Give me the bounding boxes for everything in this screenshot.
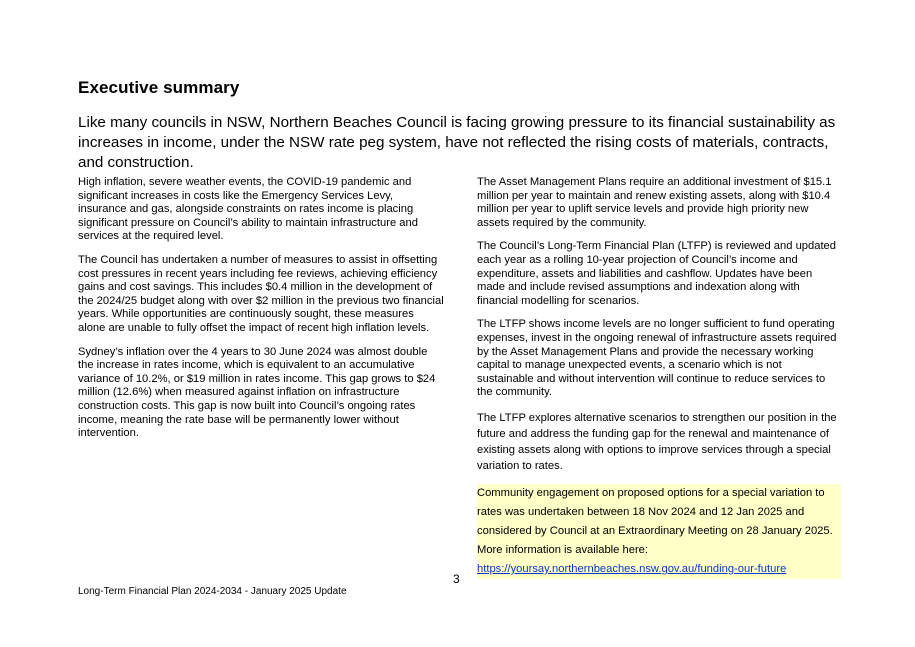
lead-paragraph: Like many councils in NSW, Northern Beaches Council is facing growing pressure to its financial sustainability as increases in income, under the NSW rate peg system, have not reflected the rising costs of materials, contracts, and construction. [78,114,836,171]
left-column [78,176,444,451]
right-column [477,176,839,589]
funding-our-future-link[interactable]: https://yoursay.northernbeaches.nsw.gov.au/funding-our-future [477,562,787,575]
page-number: 3 [453,572,460,586]
engagement-callout-text: Community engagement on proposed options for a special variation to rates was undertaken between 18 Nov 2024 and 12 Jan 2025 and considered by Council at an Extraordinary Meeting on 28 January 2025. More information is available here: [477,486,833,556]
left-paragraph-2: The Council has undertaken a number of measures to assist in offsetting cost pressures in recent years including fee reviews, achieving efficiency gains and cost savings. This includes $0.4 million in the development of the 2024/25 budget along with over $2 million in the previous two financial years. While opportunities are continuously sought, these measures alone are unable to fully offset the impact of recent high inflation levels. [78,253,444,334]
left-paragraph-1: High inflation, severe weather events, the COVID-19 pandemic and significant increases in costs like the Emergency Services Levy, insurance and gas, alongside constraints on rates income is placing significant pressure on Council’s ability to maintain infrastructure and services at the required level. [78,176,418,243]
right-paragraph-3: The LTFP shows income levels are no longer sufficient to fund operating expenses, invest in the ongoing renewal of infrastructure assets required by the Asset Management Plans and provide the necessary working capital to manage unexpected events, a scenario which is not sustainable and without intervention will continue to reduce services to the community. [477,318,837,399]
right-paragraph-2: The Council’s Long-Term Financial Plan (LTFP) is reviewed and updated each year as a rolling 10-year projection of Council’s income and expenditure, assets and liabilities and cashflow. Updates have been made and include revised assumptions and indexation along with financial modelling for scenarios. [477,240,837,307]
right-paragraph-4: The LTFP explores alternative scenarios to strengthen our position in the future and address the funding gap for the renewal and maintenance of existing assets along with options to improve services through a special variation to rates. [477,411,837,472]
page-heading: Executive summary [78,78,240,97]
right-paragraph-1: The Asset Management Plans require an additional investment of $15.1 million per year to maintain and renew existing assets, along with $10.4 million per year to uplift service levels and provide high priority new assets required by the community. [477,176,832,229]
engagement-callout [477,484,841,579]
left-paragraph-3: Sydney’s inflation over the 4 years to 30 June 2024 was almost double the increase in rates income, which is equivalent to an accumulative variance of 10.2%, or $19 million in rates income. This gap grows to $24 million (12.6%) when measured against inflation on infrastructure construction costs. This gap is now built into Council’s ongoing rates income, meaning the rate base will be permanently lower without intervention. [78,345,436,440]
page-footer: Long-Term Financial Plan 2024-2034 - January 2025 Update [78,586,347,597]
